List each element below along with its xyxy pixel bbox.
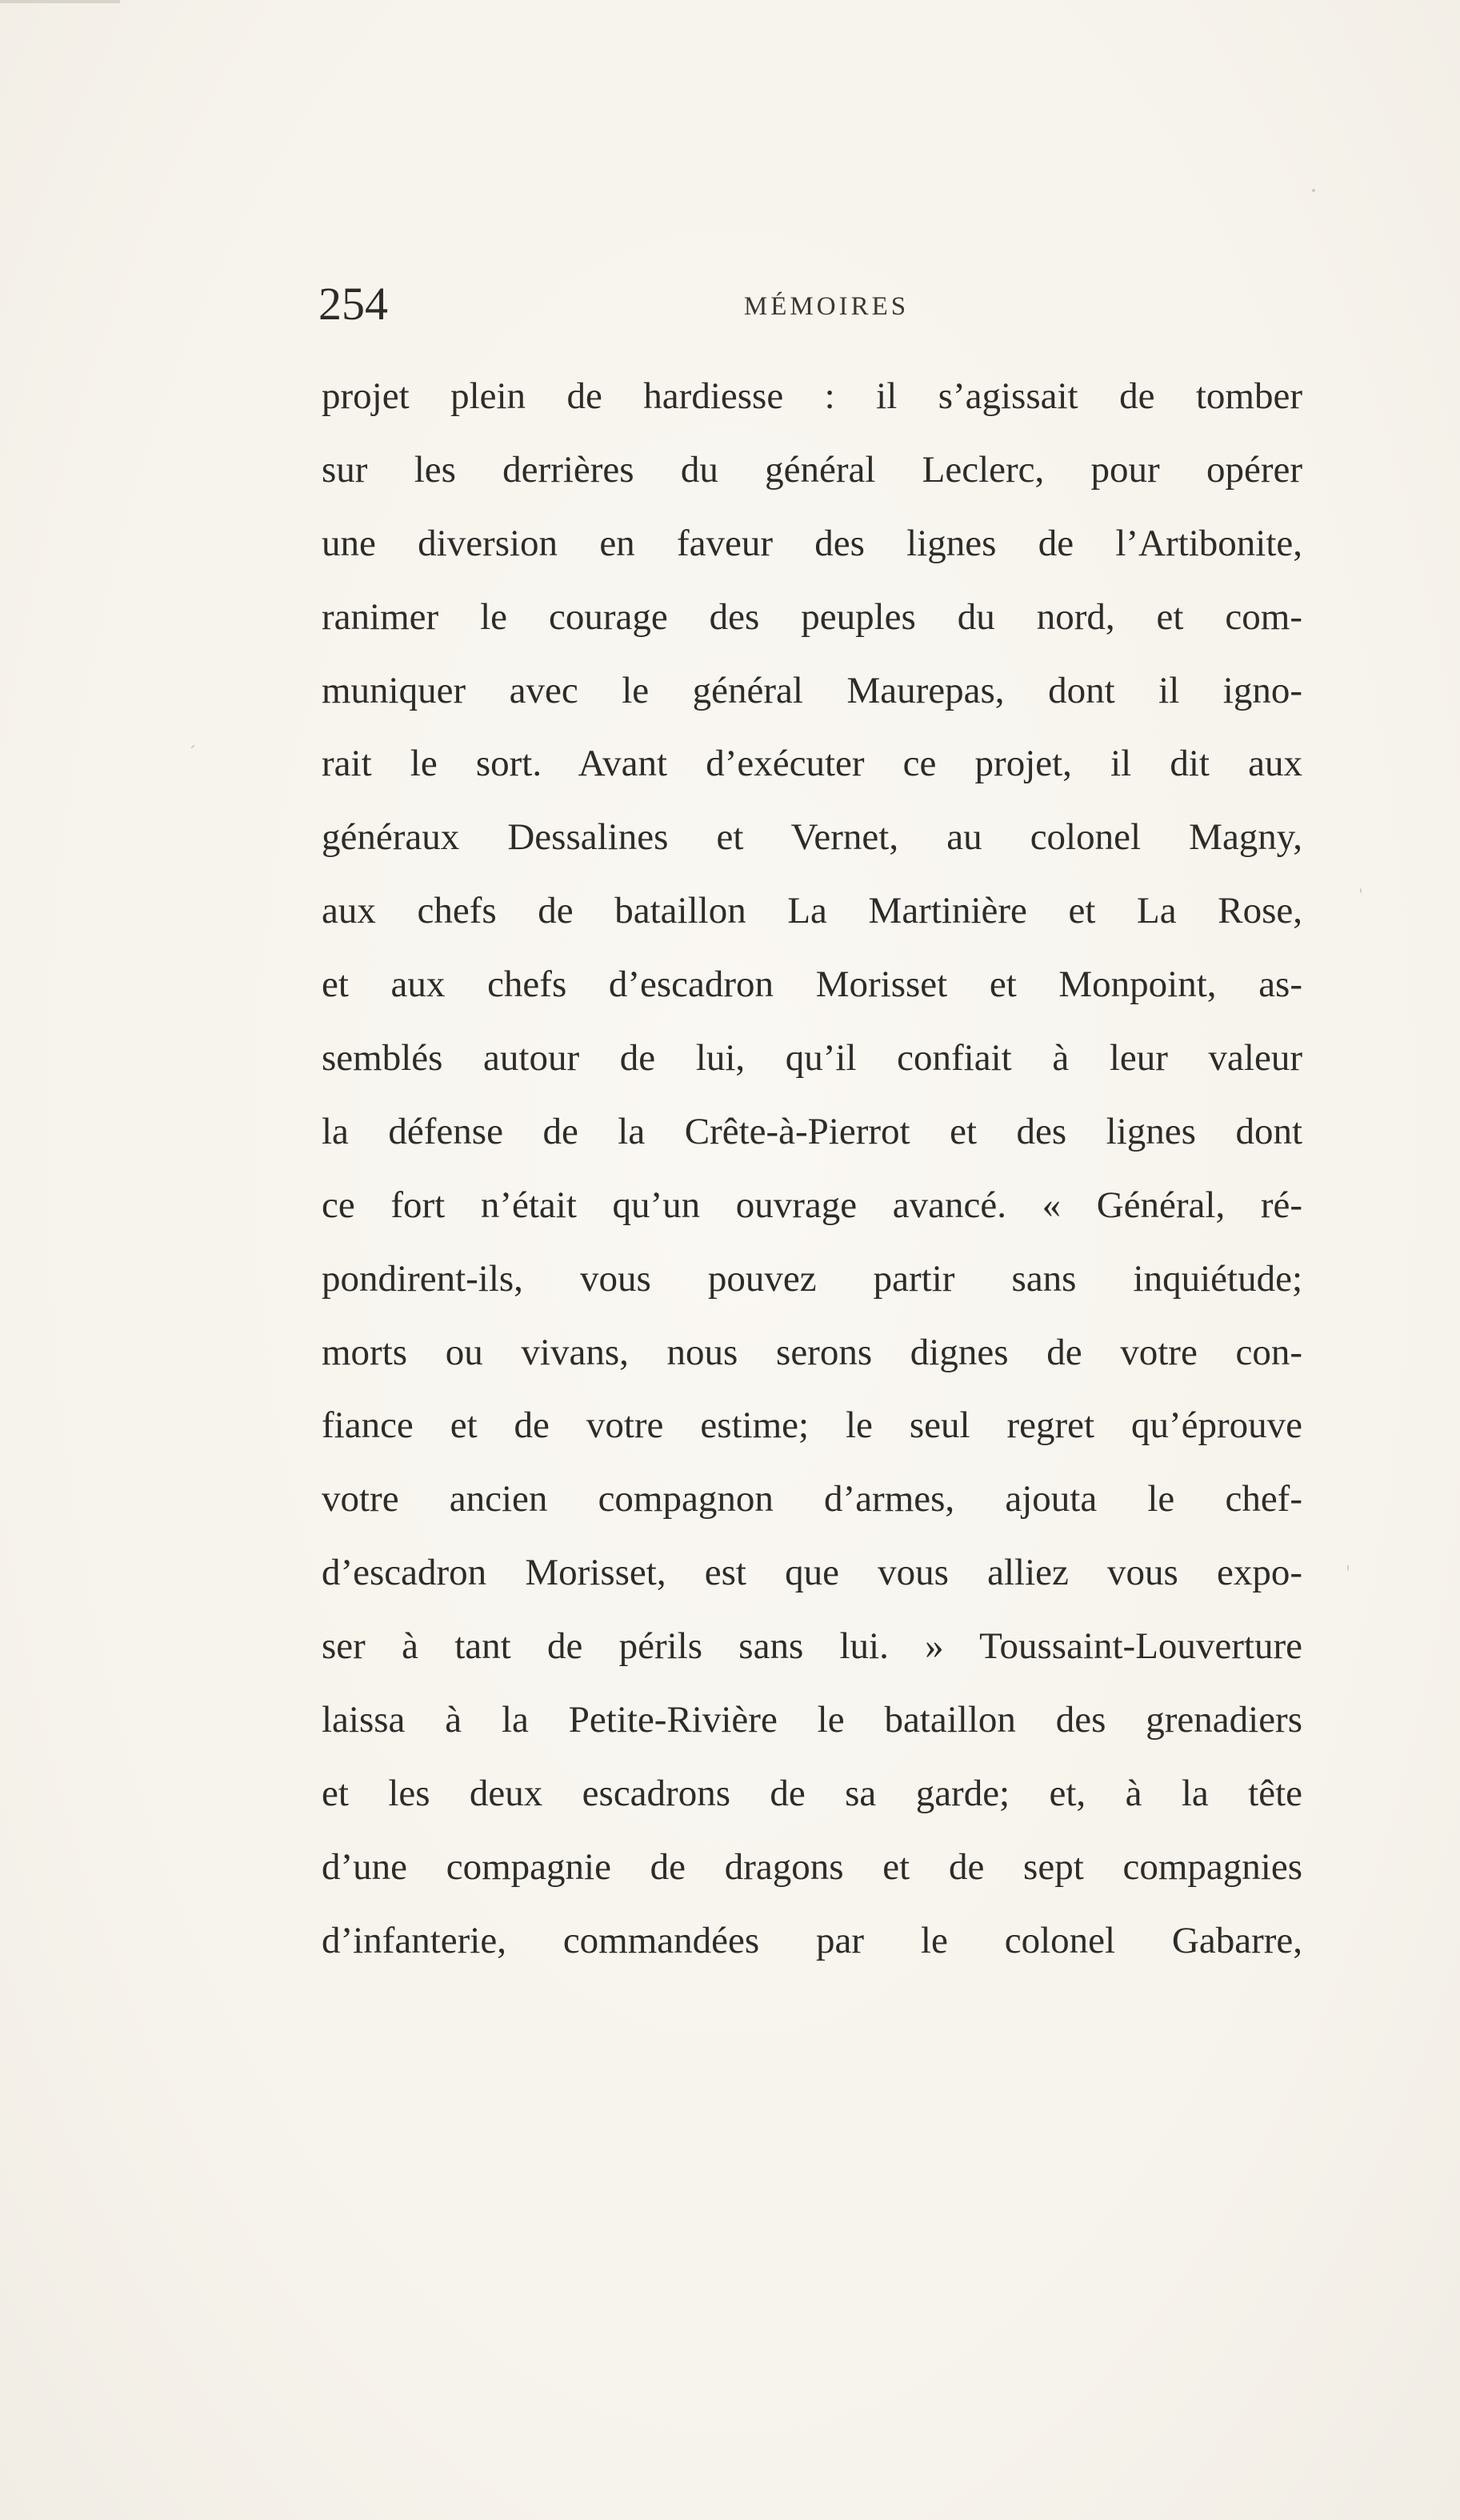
text-line: la défense de la Crête-à-Pierrot et des lignes dont [322, 1110, 1302, 1152]
text-line: une diversion en faveur des lignes de l’Artibonite, [322, 522, 1302, 564]
page-edge-mark [0, 0, 120, 3]
text-line: rait le sort. Avant d’exécuter ce projet, il dit aux [322, 743, 1302, 785]
running-head [318, 272, 1302, 336]
text-line: morts ou vivans, nous serons dignes de votre con- [322, 1331, 1302, 1373]
text-line: fiance et de votre estime; le seul regret qu’éprouve [322, 1404, 1302, 1447]
text-line: sur les derrières du général Leclerc, pour opérer [322, 448, 1302, 491]
text-line: ranimer le courage des peuples du nord, et com- [322, 595, 1302, 638]
text-line: d’infanterie, commandées par le colonel Gabarre, [322, 1919, 1302, 1961]
text-line: d’une compagnie de dragons et de sept compagnies [322, 1845, 1302, 1888]
text-line: aux chefs de bataillon La Martinière et La Rose, [322, 890, 1302, 932]
text-line: d’escadron Morisset, est que vous alliez vous expo- [322, 1552, 1302, 1594]
paper-speck [1360, 888, 1362, 893]
text-line: muniquer avec le général Maurepas, dont il igno- [322, 669, 1302, 711]
page-number: 254 [318, 278, 388, 330]
text-line: projet plein de hardiesse : il s’agissait de tomber [322, 375, 1302, 417]
text-line: et aux chefs d’escadron Morisset et Monpoint, as- [322, 964, 1302, 1006]
text-line: pondirent-ils, vous pouvez partir sans inquiétude; [322, 1257, 1302, 1300]
running-title: MÉMOIRES [743, 292, 910, 321]
text-line: ce fort n’était qu’un ouvrage avancé. « Général, ré- [322, 1184, 1302, 1226]
text-line: ser à tant de périls sans lui. » Toussaint-Louverture [322, 1625, 1302, 1668]
body-text [322, 360, 1302, 1978]
paper-speck [1312, 189, 1315, 192]
paper-speck [1347, 1564, 1349, 1571]
text-line: laissa à la Petite-Rivière le bataillon des grenadiers [322, 1699, 1302, 1741]
paper-speck [190, 744, 195, 748]
text-line: généraux Dessalines et Vernet, au colonel Magny, [322, 816, 1302, 859]
text-line: semblés autour de lui, qu’il confiait à leur valeur [322, 1037, 1302, 1080]
text-line: votre ancien compagnon d’armes, ajouta le chef- [322, 1478, 1302, 1520]
text-line: et les deux escadrons de sa garde; et, à la tête [322, 1772, 1302, 1814]
